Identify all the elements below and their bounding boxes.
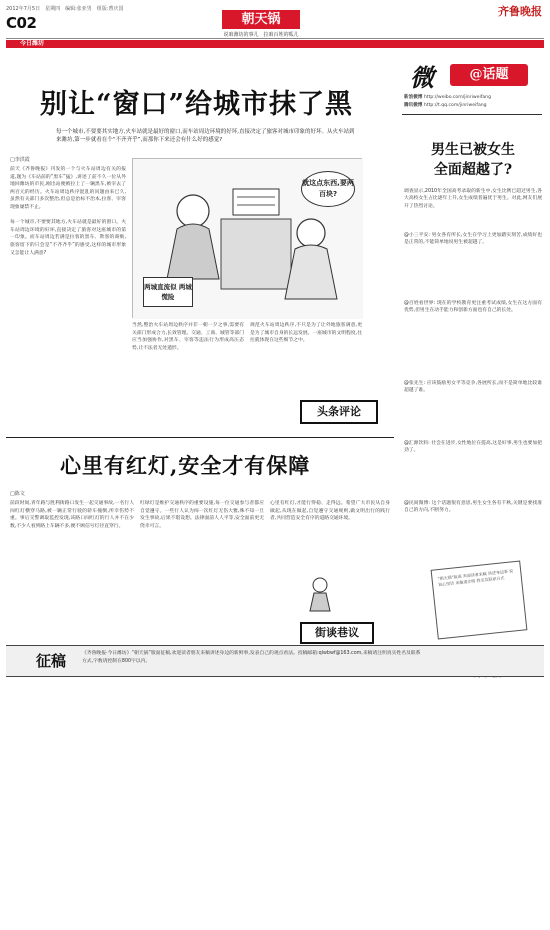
person-cartoon-icon: [300, 575, 340, 615]
newspaper-brand: 齐鲁晚报: [498, 5, 542, 18]
header-rule: [6, 38, 544, 39]
tencent-weibo-url[interactable]: http://t.qq.com/jinriweifang: [423, 103, 487, 108]
section-label: 今日潍坊: [20, 40, 45, 47]
weibo-comment-2: @百姓看世界: 现在的学校教育更注重考试成绩,女生在这方面有优势,但男生在动手能力和创新方面也有自己的长处。: [404, 301, 542, 314]
notepad-illustration: “朝天锅”版面 欢迎读者来稿 讲述身边事 说说心里话 来稿请注明 姓名及联系方式: [431, 560, 528, 639]
section-label-bar: [6, 40, 544, 48]
weibo-comment-1: @小三平安: 男女各有所长,女生在学习上更加踏实刻苦,成绩好也是正常的,不能简单地说男生被超越了。: [404, 233, 542, 246]
cartoon-sign: 两城直流似 两城慌险: [143, 277, 193, 307]
article-divider: [6, 437, 394, 438]
street-talk-tag: 街谈巷议: [300, 622, 374, 644]
article2-col2: 红绿灯是维护交通秩序的重要设施,每一位交通参与者都应自觉遵守。一些行人认为闯一次红灯无伤大雅,殊不知一旦发生事故,后果不堪设想。法律面前人人平等,安全面前更无侥幸可言。: [140, 501, 264, 529]
tencent-weibo-label: 腾讯微博: [404, 103, 423, 108]
article2-col3: 心里有红灯,才能行得稳、走得远。希望广大市民从自身做起,从现在做起,自觉遵守交通规则,做文明出行的践行者,共同营造安全有序的道路交通环境。: [270, 501, 390, 522]
headline-comment-tag: 头条评论: [300, 400, 378, 424]
weibo-topic-badge: @话题: [450, 64, 528, 86]
call-for-submissions-title: 征稿: [36, 652, 67, 670]
cartoon-speech-bubble: 就这点东西,要两百块?: [301, 171, 355, 207]
date-editor-line: 2012年7月5日 星期四 编辑:张亚男 组版:曹庆国: [6, 6, 124, 12]
call-for-submissions-text: 《齐鲁晚报·今日潍坊》“朝天锅”版面征稿,欢迎读者朋友来稿讲述身边的新鲜事,发表自己的观点看法。投稿邮箱:qlwbwf@163.com,来稿请注明真实姓名及联系方式,字数请控制在800字以内。: [82, 651, 421, 664]
article1-lead: 每一个城市,不要要其实地方,火车站就是最好的窗口,而车站周边环境的好坏,直接决定了旅客对城市印象的好坏。从火车站到来潍坊,第一步就看在个“不齐齐乎”,而那你下来还会有什么好的感觉?: [56, 129, 355, 143]
section-banner: 朝天锅: [222, 10, 300, 29]
sina-weibo-label: 新浪微博: [404, 95, 423, 100]
article1-col1-text: 前天《齐鲁晚报》刊发的一个与火车站周边有关的报道,题为《车站前的“黑车”猛》,讲述了前不久一位从外地回潍坊的市民,刚出站便被拉上了一辆黑车,被宰去了两百元的经历。火车站周边秩序混乱的问题由来已久,虽然有关部门多次整治,但总是治标不治本,拉客、宰客现象屡禁不止。: [10, 167, 126, 210]
article1-col4: 规范火车站周边秩序,不只是为了让外地旅客满意,更是为了城市自身的长远发展。一座城市的文明程度,往往就体现在这些细节之中。: [250, 323, 362, 344]
article1-headline: 别让“窗口”给城市抹了黑: [40, 89, 354, 120]
sina-weibo-url[interactable]: http://weibo.com/jinriweifang: [423, 95, 492, 100]
article2-col1: 前段时间,青年路与胜利街路口发生一起交通事故,一名行人闯红灯横穿马路,被一辆正常行驶的轿车撞倒,所幸伤势不重。事后交警调取监控发现,该路口闯红灯的行人并不在少数,不少人看到路上车辆不多,便不顾信号灯径直穿行。: [10, 501, 134, 529]
weibo-comment-3: @张先生: 应该鼓励男女平等竞争,各展所长,而不是简单地比较谁超越了谁。: [404, 381, 542, 394]
weibo-headline-line2: 全面超越了?: [433, 162, 513, 178]
article1-byline: □李洪霞: [10, 157, 30, 163]
weibo-headline-line1: 男生已被女生: [431, 142, 515, 158]
cartoon-illustration: [132, 158, 362, 318]
right-rule-top: [402, 114, 542, 115]
tencent-weibo-line: [404, 102, 487, 108]
weibo-headline: [404, 140, 542, 180]
article2-headline: 心里有红灯,安全才有保障: [60, 453, 311, 478]
article1-col3: 当然,整治火车站周边秩序并非一朝一夕之事,需要有关部门形成合力,长效管理。交通、工商、城管等部门应当加强协作,对黑车、宰客等违法行为形成高压态势,让不法者无处遁形。: [132, 323, 244, 351]
weibo-logo-char: 微: [410, 63, 434, 92]
weibo-comment-4: @汇源饮料: 社会在进步,女性地位在提高,这是好事,男生也要加把劲了。: [404, 441, 542, 454]
page-number: C02: [6, 14, 37, 32]
article1-col1: [10, 166, 126, 432]
sina-weibo-line: [404, 94, 491, 100]
weibo-intro: 调查显示,2010年全国高考录取的新生中,女生比例已超过男生,各大高校女生占比逐年上升,女生成绩普遍优于男生。对此,网友们展开了热烈讨论。: [404, 189, 542, 209]
weibo-comment-5: @民间微博: 这个话题很有意思,男生女生各有千秋,关键是要找准自己的方向,不断努力。: [404, 501, 542, 514]
section-subtitle: 说咱潍坊的事儿 拉咱百姓的呱儿: [223, 32, 299, 38]
article2-byline: □陈文: [10, 491, 25, 497]
article1-col2-text: 每一个城市,不要要其地方,火车站就是最好的窗口。火车站周边环境的好坏,直接决定了旅客对这座城市的第一印象。而车站周边若满是拉客的黑车、欺客的商贩,旅客留下的只会是“不齐齐乎”的感受,这样的城市形象又怎能让人满意?: [10, 220, 126, 256]
